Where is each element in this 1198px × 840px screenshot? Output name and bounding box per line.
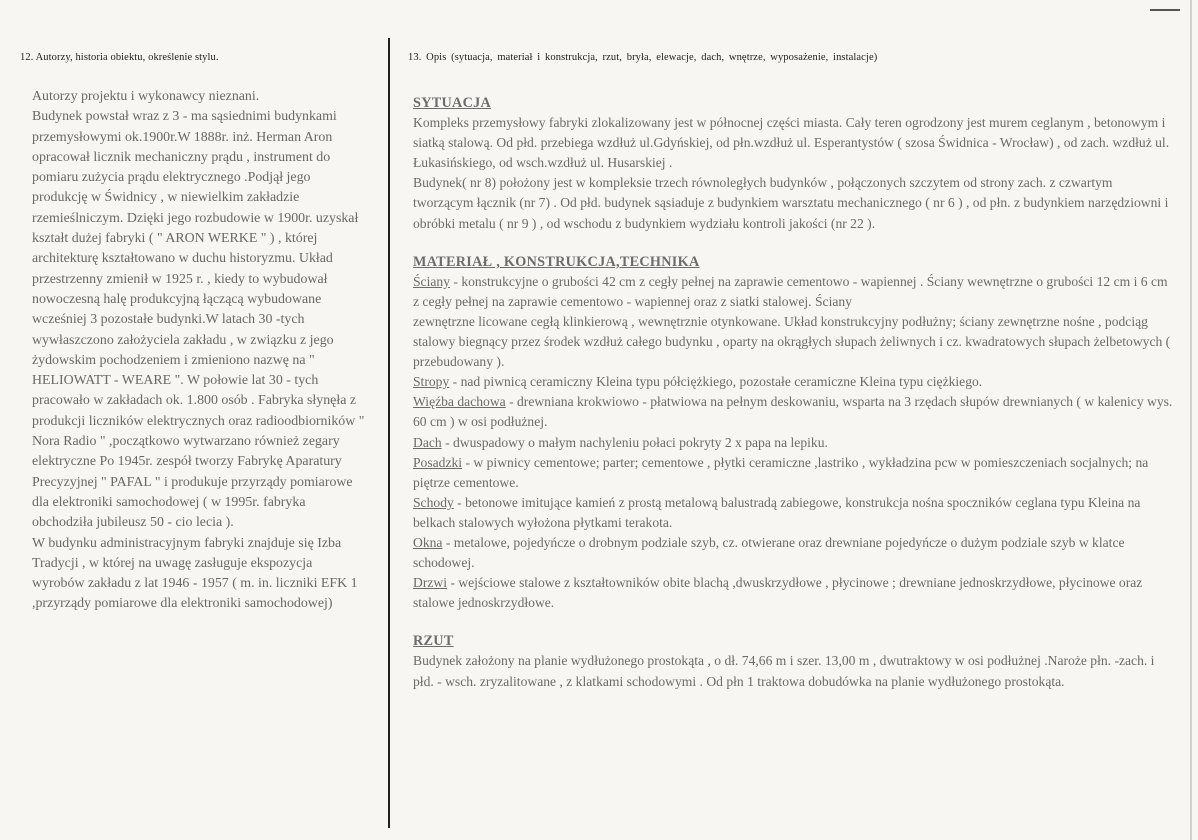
- page-edge: [1190, 0, 1192, 840]
- material-item-ceilings: Stropy - nad piwnicą ceramiczny Kleina typu półciężkiego, pozostałe ceramiczne Kleina typu ciężkiego.: [413, 374, 983, 390]
- term-ceilings: Stropy: [413, 374, 450, 390]
- term-floors: Posadzki: [413, 454, 463, 470]
- sytuacja-paragraph-2: Budynek( nr 8) położony jest w kompleksie trzech równoległych budynków , połączonych szczytem od strony zach. z czwartym tworzącym łącznik (nr 7) . Od płd. budynek sąsiaduje z budynkiem warsztatu mechanicznego ( nr 6 ) , od płn. z budynkiem narzędziowni i obróbki metalu ( nr 9 ) , od wschodu z budynkiem wydziału kontroli jakości (nr 22 ).: [413, 175, 1169, 231]
- sytuacja-paragraph-1: Kompleks przemysłowy fabryki zlokalizowany jest w północnej części miasta. Cały teren ogrodzony jest murem ceglanym , betonowym i siatką stalową. Od płd. przebiega wzdłuż ul.Gdyńskiej, od płn.wzdłuż ul. Esperantystów ( szosa Świdnica - Wrocław) , od zach. wzdłuż ul. Łukasińskiego, od wsch.wzdłuż ul. Husarskiej .: [413, 115, 1170, 171]
- corner-mark: [1150, 9, 1180, 11]
- term-walls: Ściany: [413, 273, 450, 289]
- rzut-paragraph: Budynek założony na planie wydłużonego prostokąta , o dł. 74,66 m i szer. 13,00 m , dwutraktowy w osi podłużnej .Naroże płn. -zach. i płd. - wsch. zryzalitowane , z klatkami schodowymi . Od płn 1 traktowa dobudówka na planie wydłużonego prostokąta.: [413, 653, 1155, 689]
- rzut-heading: RZUT: [413, 633, 454, 650]
- material-item-external-walls: zewnętrzne licowane cegłą klinkierową , wewnętrznie otynkowane. Układ konstrukcyjny podłużny; ściany zewnętrzne nośne , podciąg stalowy biegnący przez środek wzdłuż całego budynku , oparty na okrągłych słupach żeliwnych i cz. kwadratowych słupach żelbetowych ( przebudowany ).: [413, 313, 1171, 370]
- description-section: [413, 93, 1173, 692]
- right-column-heading: 13. Opis (sytuacja, materiał i konstrukcja, rzut, bryła, elewacje, dach, wnętrze, wyposażenie, instalacje): [408, 52, 878, 63]
- term-windows: Okna: [413, 534, 443, 550]
- term-roof: Dach: [413, 434, 442, 450]
- material-item-floors: Posadzki - w piwnicy cementowe; parter; cementowe , płytki ceramiczne ,lastriko , wykładzina pcw w pomieszczeniach socjalnych; na piętrze cementowe.: [413, 454, 1149, 490]
- material-heading: MATERIAŁ , KONSTRUKCJA,TECHNIKA: [413, 253, 700, 270]
- left-column-heading: 12. Autorzy, historia obiektu, określenie stylu.: [20, 52, 219, 63]
- material-item-doors: Drzwi - wejściowe stalowe z kształtowników obite blachą ,dwuskrzydłowe , płycinowe ; drewniane jednoskrzydłowe, płycinowe oraz stalowe jednoskrzydłowe.: [413, 575, 1143, 611]
- history-section: [32, 87, 368, 615]
- material-item-roof-truss: Więźba dachowa - drewniana krokwiowo - płatwiowa na pełnym deskowaniu, wsparta na 3 rzędach słupów drewnianych ( w kalenicy wys. 60 cm ) w osi podłużnej.: [413, 394, 1173, 430]
- history-paragraph: Budynek powstał wraz z 3 - ma sąsiednimi budynkami przemysłowymi ok.1900r.W 1888r. inż. Herman Aron opracował licznik mechaniczny prądu , instrument do pomiaru zużycia prądu elektrycznego .Podjął jego produkcję w Świdnicy , w niewielkim zakładzie rzemieślniczym. Dzięki jego rozbudowie w 1900r. uzyskał kształt dużej fabryki ( " ARON WERKE " ) , której architekturę kształtowano w duchu historyzmu. Układ przestrzenny zmienił w 1925 r. , kiedy to wybudował nowoczesną halę produkcyjną łączącą wybudowane wcześniej 3 pozostałe budynki.W latach 30 -tych wywłaszczono założyciela zakładu , w związku z jego żydowskim pochodzeniem i zmieniono nazwę na " HELIOWATT - WEARE ". W połowie lat 30 - tych pracowało w zakładach ok. 1.800 osób . Fabryka słynęła z produkcji liczników elektrycznych oraz radioodbiorników " Nora Radio " ,początkowo wytwarzano również zegary elektryczne Po 1945r. zespół tworzy Fabrykę Aparatury Precyzyjnej " PAFAL " i produkuje przyrządy pomiarowe dla elektroniki samochodowej ( w 1995r. fabryka obchodziła jubileusz 50 - cio lecia ).: [32, 109, 365, 531]
- material-item-roof: Dach - dwuspadowy o małym nachyleniu połaci pokryty 2 x papa na lepiku.: [413, 434, 828, 450]
- term-doors: Drzwi: [413, 575, 447, 591]
- material-item-windows: Okna - metalowe, pojedyńcze o drobnym podziale szyb, cz. otwierane oraz drewniane pojedyńcze o dużym podziale szyb w klatce schodowej.: [413, 534, 1125, 571]
- authors-paragraph: Autorzy projektu i wykonawcy nieznani.: [32, 89, 260, 104]
- material-item-walls: Ściany - konstrukcyjne o grubości 42 cm z cegły pełnej na zaprawie cementowo - wapiennej . Ściany wewnętrzne o grubości 12 cm i 6 cm z cegły pełnej na zaprawie cementowo - wapiennej oraz z siatki stalowej. Ściany: [413, 273, 1168, 309]
- sytuacja-heading: SYTUACJA: [413, 95, 492, 111]
- term-stairs: Schody: [413, 494, 454, 510]
- term-roof-truss: Więźba dachowa: [413, 394, 506, 410]
- material-item-stairs: Schody - betonowe imitujące kamień z prostą metalową balustradą zabiegowe, konstrukcja nośna spoczników ceglana typu Kleina na belkach stalowych wyłożona płytkami terakota.: [413, 494, 1141, 530]
- tradition-room-paragraph: W budynku administracyjnym fabryki znajduje się Izba Tradycji , w której na uwagę zasługuje ekspozycja wyrobów zakładu z lat 1946 - 1957 ( m. in. liczniki EFK 1 ,przyrządy pomiarowe dla elektroniki samochodowej): [32, 535, 358, 612]
- column-divider: [388, 38, 390, 828]
